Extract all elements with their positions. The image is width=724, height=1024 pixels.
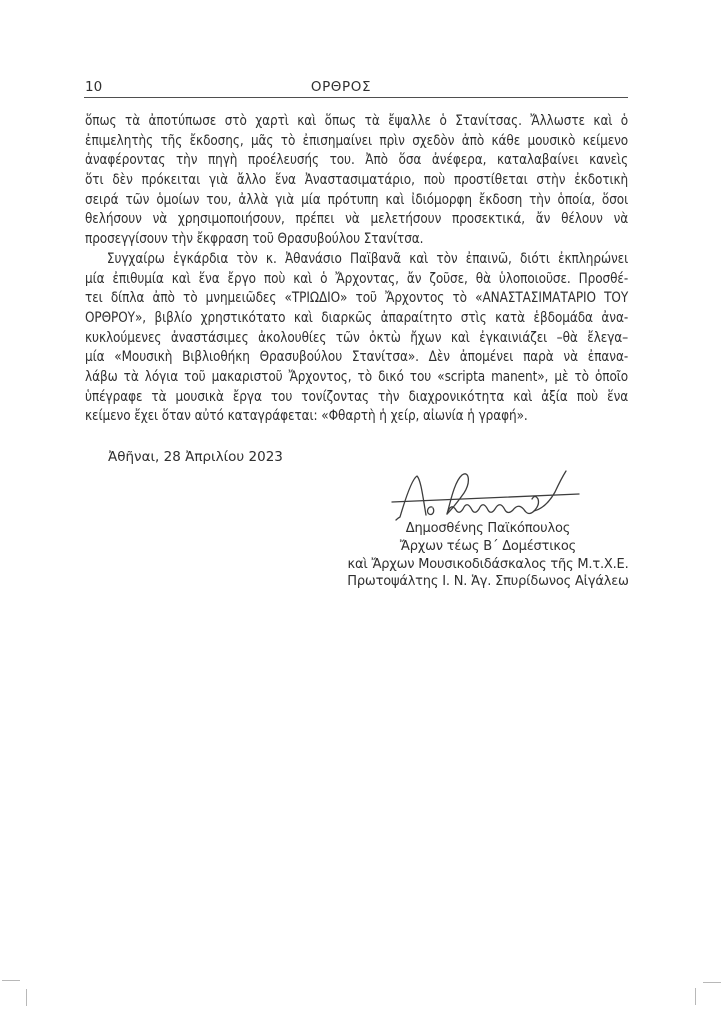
paragraph [85,112,705,250]
page-number: 10 [85,79,103,95]
signer-titles [338,538,638,591]
body-line: ἐπιμελητὴς τῆς ἔκδοσης, μᾶς τὸ ἐπισημαίνει πρὶν σχεδὸν ἀπὸ κάθε μουσικὸ κείμενο [85,132,629,149]
body-line: ἀναφέροντας τὴν πηγὴ προέλευσής του. Ἀπὸ ὅσα ἀνέφερα, καταλαβαίνει κανεὶς [85,152,629,169]
body-line: τει δίπλα ἀπὸ τὸ μνημειῶδες «ΤΡΙΩΔΙΟ» τοῦ Ἄρχοντος τὸ «ΑΝΑΣΤΑΣΙΜΑΤΑΡΙΟ ΤΟΥ [85,290,629,307]
crop-mark-bottom-right-vertical [695,988,696,1005]
body-line: σειρά τῶν ὁμοίων του, ἀλλὰ γιὰ μία πρότυπη καὶ ἰδιόμορφη ἔκδοση τὴν ὁποία, ὅσοι [85,191,629,208]
body-line: λάβω τὰ λόγια τοῦ μακαριστοῦ Ἄρχοντος, τὸ δικό του «scripta manent», μὲ τὸ ὁποῖο [85,368,629,385]
crop-mark-bottom-right-horizontal [703,982,721,983]
signature-image [388,464,584,524]
body-line: ὑπέγραφε τὰ μουσικὰ ἔργα του τονίζοντας τὴν διαχρονικότητα καὶ ἀξία ποὺ ἕνα [85,388,629,405]
body-line: θελήσουν νὰ χρησιμοποιήσουν, πρέπει νὰ μελετήσουν προσεκτικά, ἄν θέλουν νὰ [85,211,629,228]
signer-title: Πρωτοψάλτης Ι. Ν. Ἁγ. Σπυρίδωνος Αἰγάλεω [347,574,629,590]
paragraph [85,250,705,427]
body-line: Συγχαίρω ἐγκάρδια τὸν κ. Ἀθανάσιο Παϊβανᾶ καὶ τὸν ἐπαινῶ, διότι ἐκπληρώνει [106,250,629,267]
signer-block [338,520,638,591]
body-line: κείμενο ἔχει ὅταν αὐτό καταγράφεται: «Φθαρτὴ ἡ χείρ, αἰωνία ἡ γραφή». [85,408,528,425]
body-line: κυκλούμενες ἀναστάσιμες ἀκολουθίες τῶν ὀκτὼ ἤχων καὶ ἐγκαινιάζει –θὰ ἔλεγα– [85,329,629,346]
body-line: μία ἐπιθυμία καὶ ἕνα ἔργο ποὺ καὶ ὁ Ἄρχοντας, ἄν ζοῦσε, θὰ ὑλοποιοῦσε. Προσθέ- [85,270,629,287]
header-rule [84,97,628,98]
crop-mark-bottom-left-horizontal [2,980,20,981]
signer-name: Δημοσθένης Παϊκόπουλος [405,521,571,536]
body-line: μία «Μουσικὴ Βιβλιοθήκη Θρασυβούλου Στανίτσα». Δὲν ἀπομένει παρὰ νὰ ἐπανα- [85,349,629,366]
body-line: ὅτι δὲν πρόκειται γιὰ ἄλλο ἕνα Ἀναστασιματάριο, ποὺ προστίθεται στὴν ἐκδοτικὴ [85,172,629,189]
signer-title: καὶ Ἄρχων Μουσικοδιδάσκαλος τῆς Μ.τ.Χ.Ε. [347,556,629,572]
body-line: προσεγγίσουν τὴν ἔκφραση τοῦ Θρασυβούλου Στανίτσα. [85,231,424,248]
body-line: ὅπως τὰ ἀποτύπωσε στὸ χαρτὶ καὶ ὅπως τὰ ἔψαλλε ὁ Στανίτσας. Ἄλλωστε καὶ ὁ [85,113,629,129]
body-line: ΟΡΘΡΟΥ», βιβλίο χρηστικότατο καὶ διαρκῶς ἀπαραίτητο στὶς κατὰ ἑβδομάδα ἀνα- [85,309,629,326]
signer-title: Ἄρχων τέως Β΄ Δομέστικος [399,538,577,554]
crop-mark-bottom-left-vertical [26,989,27,1006]
date-line: Ἀθῆναι, 28 Ἀπριλίου 2023 [108,449,283,465]
running-header-title: ΟΡΘΡΟΣ [310,79,372,95]
body-text [85,112,705,427]
